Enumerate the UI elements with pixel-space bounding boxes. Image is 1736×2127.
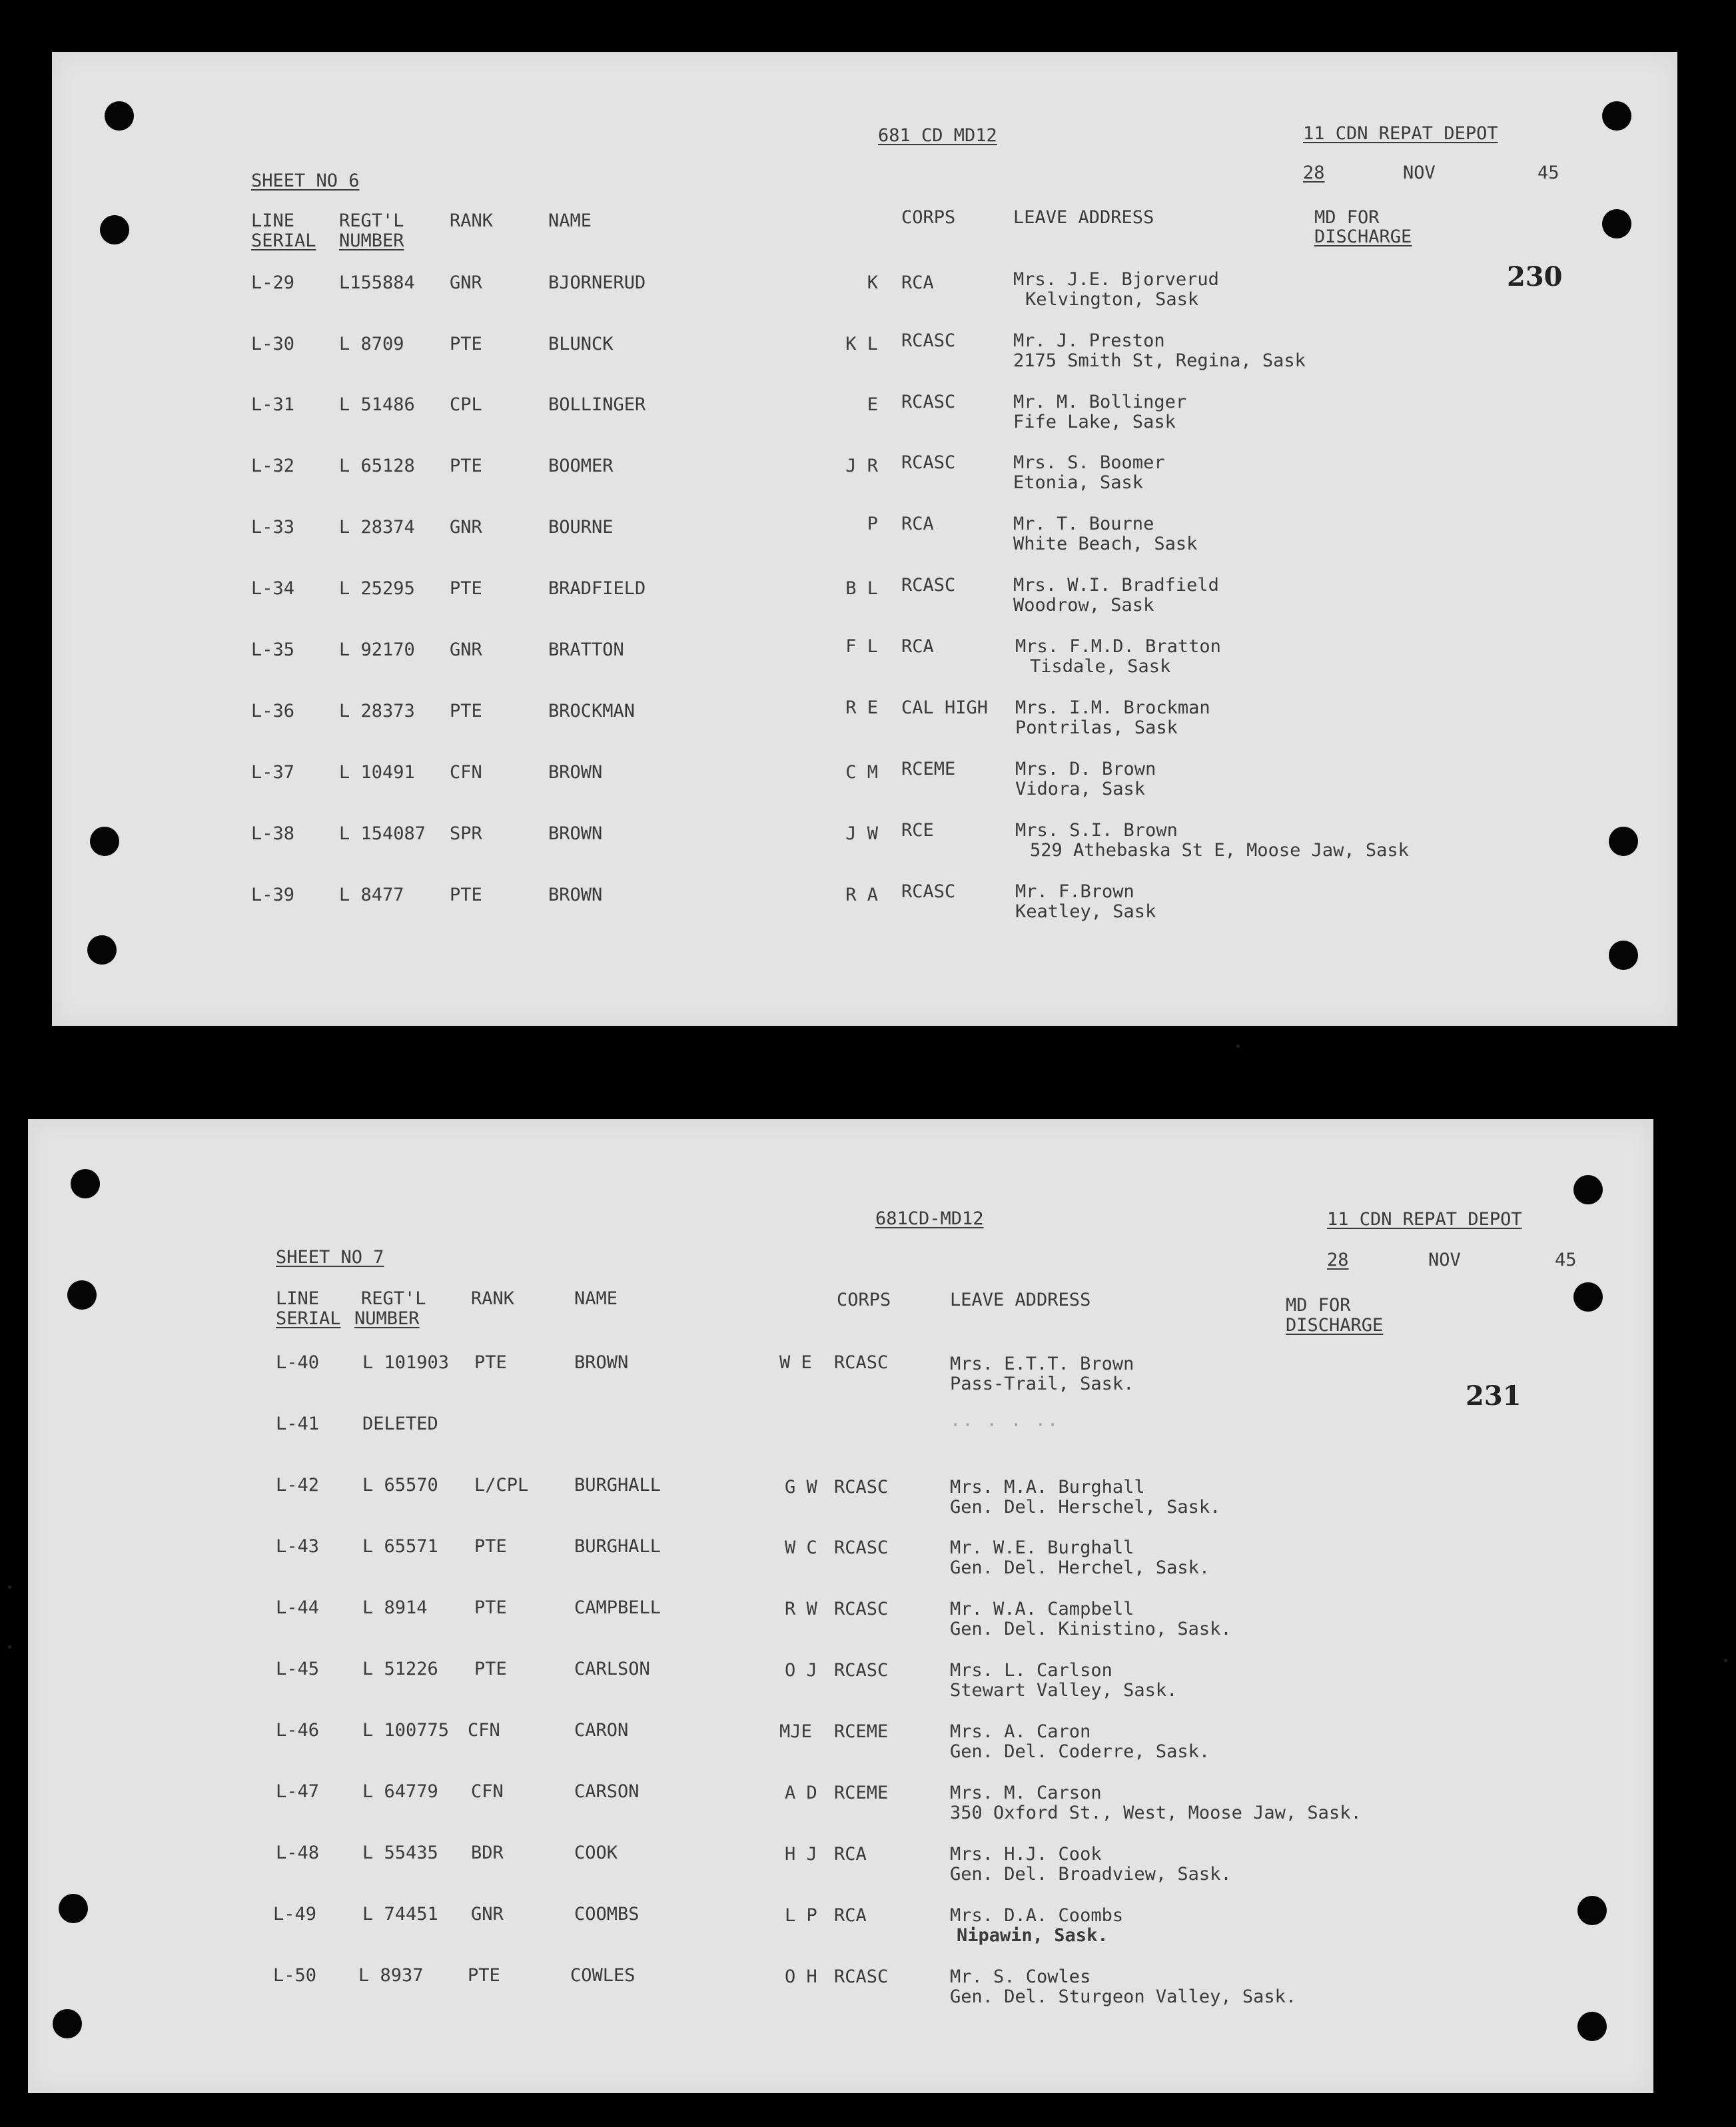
address-line-2: White Beach, Sask [1013,534,1198,554]
address-line-1: Mr. F.Brown [1015,881,1134,902]
line-serial: L-42 [276,1475,320,1495]
address-line-1: Mrs. A. Caron [950,1721,1091,1742]
surname: BLUNCK [548,334,614,354]
rank: PTE [450,701,482,721]
regimental-number: L 51486 [339,394,415,415]
address-line-1: Mrs. I.M. Brockman [1015,697,1210,718]
line-serial: L-47 [276,1781,320,1802]
address-line-1: Mrs. W.I. Bradfield [1013,575,1219,596]
regimental-number: L 8937 [358,1965,424,1986]
initials: R E [845,697,878,718]
address-line-2: Gen. Del. Sturgeon Valley, Sask. [950,1986,1297,2007]
surname: BRADFIELD [548,578,646,599]
address-line-2: 350 Oxford St., West, Moose Jaw, Sask. [950,1803,1362,1823]
punch-hole [1609,827,1638,856]
header-discharge: DISCHARGE [1314,226,1412,247]
nominal-roll-sheet-6 [52,52,1677,1026]
punch-hole [1577,2012,1607,2041]
corps: RCASC [834,1660,889,1681]
header-serial: SERIAL [251,230,316,251]
address-line-2: Etonia, Sask [1013,472,1144,493]
date [1303,163,1583,184]
header-rank: RANK [471,1288,515,1309]
rank: CFN [468,1720,500,1741]
regimental-number: L 55435 [362,1843,438,1863]
punch-hole [1602,209,1631,238]
punch-hole [59,1894,88,1923]
line-serial: L-43 [276,1536,320,1557]
surname: BURGHALL [574,1475,661,1495]
line-serial: L-48 [276,1843,320,1863]
rank: PTE [450,456,482,476]
initials: R W [785,1599,817,1619]
address-line-2: 2175 Smith St, Regina, Sask [1013,350,1306,371]
corps: RCASC [834,1477,889,1497]
corps: RCASC [834,1966,889,1987]
surname: CAMPBELL [574,1597,661,1618]
header-regtl: REGT'L [361,1288,426,1309]
rank: GNR [450,517,482,538]
scan-speck [8,1645,11,1649]
address-line-2: Gen. Del. Herschel, Sask. [950,1497,1221,1517]
initials: P [867,514,878,534]
rank: BDR [471,1843,504,1863]
regimental-number: L155884 [339,272,415,293]
address-line-1: Mrs. J.E. Bjorverud [1013,269,1219,290]
regimental-number: L 8477 [339,885,404,905]
page-stamp: 230 [1507,261,1563,292]
date-day: 28 [1303,163,1325,183]
address-line-1: Mr. W.E. Burghall [950,1537,1134,1558]
address-line-1: Mrs. F.M.D. Bratton [1015,636,1221,657]
surname: BURGHALL [574,1536,661,1557]
nominal-roll-sheet-7 [28,1119,1653,2093]
date-year: 45 [1555,1250,1577,1270]
surname: BROCKMAN [548,701,636,721]
header-corps: CORPS [901,207,956,228]
address-line-2: Gen. Del. Broadview, Sask. [950,1864,1232,1885]
corps: RCEME [901,759,956,779]
punch-hole [1609,941,1638,970]
address-line-2: Gen. Del. Coderre, Sask. [950,1741,1210,1762]
surname: BROWN [548,762,603,783]
punch-hole [90,827,119,856]
address-line-1: Mrs. S. Boomer [1013,452,1165,473]
initials: J W [845,823,878,844]
scan-speck [8,1585,11,1589]
date-day: 28 [1327,1250,1349,1270]
corps: RCASC [901,452,956,473]
corps: RCA [901,272,934,293]
address-line-2: Nipawin, Sask. [957,1925,1108,1946]
surname: CARON [574,1720,629,1741]
header-line: LINE [251,211,295,231]
line-serial: L-36 [251,701,295,721]
line-serial: L-31 [251,394,295,415]
rank: GNR [471,1904,504,1924]
address-line-1: Mr. W.A. Campbell [950,1599,1134,1619]
corps: RCASC [834,1599,889,1619]
initials: O H [785,1966,817,1987]
header-serial: SERIAL [276,1308,341,1329]
date [1327,1250,1587,1271]
line-serial: L-50 [273,1965,317,1986]
rank: PTE [450,334,482,354]
date-year: 45 [1537,163,1559,183]
corps: RCASC [834,1352,889,1373]
rank: SPR [450,823,482,844]
line-serial: L-29 [251,272,295,293]
address-line-2: Fife Lake, Sask [1013,412,1176,432]
corps: RCASC [901,575,956,596]
corps: RCASC [901,392,956,412]
address-line-1: Mr. S. Cowles [950,1966,1091,1987]
regimental-number: L 92170 [339,639,415,660]
depot-name: 11 CDN REPAT DEPOT [1303,123,1498,144]
line-serial: L-39 [251,885,295,905]
address-line-2: Kelvington, Sask [1025,289,1199,310]
punch-hole [1573,1175,1603,1204]
address-line-2: Tisdale, Sask [1030,656,1171,677]
address-line-2: Vidora, Sask [1015,779,1146,799]
line-serial: L-35 [251,639,295,660]
header-leave-address: LEAVE ADDRESS [1013,207,1154,228]
rank: CFN [450,762,482,783]
regimental-number: L 74451 [362,1904,438,1924]
address-line-2: 529 Athebaska St E, Moose Jaw, Sask [1030,840,1409,861]
corps: RCA [901,514,934,534]
surname: CARLSON [574,1659,650,1679]
line-serial: L-38 [251,823,295,844]
address-line-2: Gen. Del. Herchel, Sask. [950,1557,1210,1578]
initials: F L [845,636,878,657]
corps: RCASC [901,330,956,351]
header-line: LINE [276,1288,320,1309]
address-line-1: Mr. M. Bollinger [1013,392,1187,412]
line-serial: L-41 [276,1414,320,1434]
address-line-1: Mr. T. Bourne [1013,514,1154,534]
regimental-number: L 28373 [339,701,415,721]
initials: H J [785,1844,817,1865]
surname: BROWN [574,1352,629,1373]
punch-hole [71,1169,100,1198]
address-line-2: Pontrilas, Sask [1015,717,1178,738]
line-serial: L-44 [276,1597,320,1618]
line-serial: L-46 [276,1720,320,1741]
address-line-1: Mr. J. Preston [1013,330,1165,351]
line-serial: L-33 [251,517,295,538]
date-month: NOV [1403,163,1436,183]
address-line-1: Mrs. M.A. Burghall [950,1477,1145,1497]
regimental-number: L 8914 [362,1597,428,1618]
line-serial: L-45 [276,1659,320,1679]
header-leave-address: LEAVE ADDRESS [950,1290,1091,1310]
header-number: NUMBER [339,230,404,251]
punch-hole [100,215,129,244]
address-line-1: Mrs. M. Carson [950,1783,1102,1803]
page-stamp: 231 [1466,1380,1521,1412]
initials: A D [785,1783,817,1803]
rank: L/CPL [474,1475,529,1495]
line-serial: L-40 [276,1352,320,1373]
center-code: 681CD-MD12 [875,1208,984,1229]
punch-hole [105,101,134,131]
surname: BOLLINGER [548,394,646,415]
corps: RCA [834,1905,867,1926]
corps: RCASC [834,1537,889,1558]
header-rank: RANK [450,211,494,231]
header-number: NUMBER [354,1308,420,1329]
corps: RCA [834,1844,867,1865]
initials: J R [845,456,878,476]
rank: PTE [450,578,482,599]
address-line-2: Woodrow, Sask [1013,595,1154,616]
line-serial: L-37 [251,762,295,783]
regimental-number: L 10491 [339,762,415,783]
header-name: NAME [548,211,592,231]
date-month: NOV [1428,1250,1461,1270]
address-line-1: Mrs. D.A. Coombs [950,1905,1124,1926]
initials: C M [845,762,878,783]
punch-hole [87,935,117,965]
corps: RCE [901,820,934,841]
rank: GNR [450,639,482,660]
sheet-number: SHEET NO 6 [251,171,360,191]
corps: RCA [901,636,934,657]
rank: PTE [474,1352,507,1373]
surname: CARSON [574,1781,640,1802]
address-line-2: Stewart Valley, Sask. [950,1680,1178,1701]
line-serial: L-49 [273,1904,317,1924]
surname: COOK [574,1843,618,1863]
regimental-number: L 65128 [339,456,415,476]
surname: BROWN [548,823,603,844]
rank: CFN [471,1781,504,1802]
address-line-2: Gen. Del. Kinistino, Sask. [950,1619,1232,1639]
initials: MJE [779,1721,812,1742]
initials: L P [785,1905,817,1926]
initials: K L [845,334,878,354]
header-name: NAME [574,1288,618,1309]
line-serial: L-30 [251,334,295,354]
regimental-number: L 51226 [362,1659,438,1679]
scan-speck [1724,1659,1727,1662]
deleted-entry-residue: ·· · · ·· [950,1415,1060,1436]
rank: PTE [474,1659,507,1679]
rank: CPL [450,394,482,415]
surname: BJORNERUD [548,272,646,293]
initials: R A [845,885,878,905]
initials: W E [779,1352,812,1373]
header-discharge: DISCHARGE [1286,1315,1384,1336]
address-line-1: Mrs. E.T.T. Brown [950,1354,1134,1374]
punch-hole [1573,1282,1603,1312]
rank: PTE [450,885,482,905]
address-line-1: Mrs. H.J. Cook [950,1844,1102,1865]
corps: CAL HIGH [901,697,989,718]
initials: K [867,272,878,293]
rank: GNR [450,272,482,293]
header-md-for: MD FOR [1314,207,1380,228]
corps: RCEME [834,1783,889,1803]
center-code: 681 CD MD12 [878,125,997,146]
regimental-number: L 64779 [362,1781,438,1802]
rank: PTE [468,1965,500,1986]
scan-speck [1236,1045,1240,1048]
initials: O J [785,1660,817,1681]
regimental-number: L 154087 [339,823,426,844]
regimental-number: L 25295 [339,578,415,599]
rank: PTE [474,1597,507,1618]
punch-hole [1602,101,1631,131]
sheet-number: SHEET NO 7 [276,1247,384,1268]
regimental-number: L 101903 [362,1352,450,1373]
surname: BOOMER [548,456,614,476]
corps: RCEME [834,1721,889,1742]
initials: E [867,394,878,415]
initials: W C [785,1537,817,1558]
header-regtl: REGT'L [339,211,404,231]
corps: RCASC [901,881,956,902]
address-line-2: Keatley, Sask [1015,901,1156,922]
surname: BOURNE [548,517,614,538]
address-line-1: Mrs. D. Brown [1015,759,1156,779]
line-serial: L-32 [251,456,295,476]
initials: B L [845,578,878,599]
address-line-1: Mrs. S.I. Brown [1015,820,1178,841]
address-line-1: Mrs. L. Carlson [950,1660,1112,1681]
regimental-number: L 28374 [339,517,415,538]
regimental-number: L 100775 [362,1720,450,1741]
surname: COOMBS [574,1904,640,1924]
regimental-number: L 65571 [362,1536,438,1557]
line-serial: L-34 [251,578,295,599]
surname: COWLES [570,1965,636,1986]
address-line-2: Pass-Trail, Sask. [950,1374,1134,1394]
depot-name: 11 CDN REPAT DEPOT [1327,1209,1522,1230]
punch-hole [53,2009,82,2038]
surname: BROWN [548,885,603,905]
regimental-number: L 65570 [362,1475,438,1495]
punch-hole [1577,1896,1607,1925]
rank: PTE [474,1536,507,1557]
regimental-number: L 8709 [339,334,404,354]
header-md-for: MD FOR [1286,1295,1351,1316]
punch-hole [67,1280,97,1310]
header-corps: CORPS [837,1290,891,1310]
regimental-number: DELETED [362,1414,438,1434]
surname: BRATTON [548,639,624,660]
initials: G W [785,1477,817,1497]
